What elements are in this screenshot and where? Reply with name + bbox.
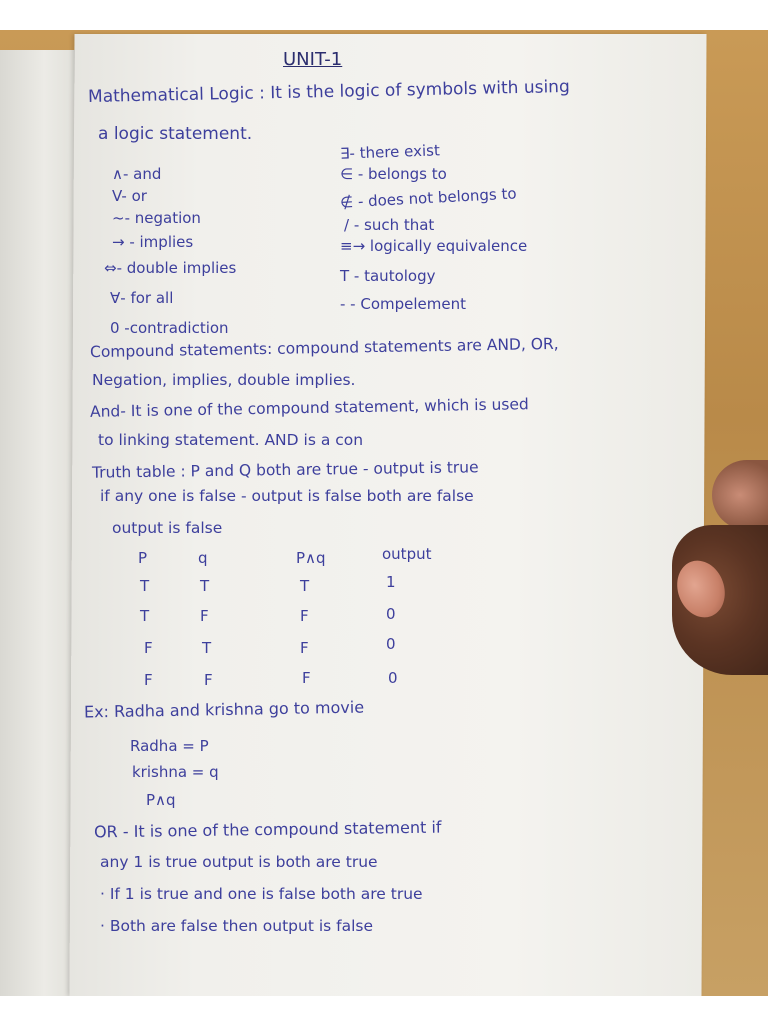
symbol-tautology: T - tautology	[340, 267, 436, 285]
or-definition-line-1: OR - It is one of the compound statement if	[93, 817, 442, 842]
table-cell: F	[302, 669, 311, 687]
table-cell: F	[300, 607, 309, 625]
table-cell: F	[144, 671, 153, 689]
table-cell: F	[204, 671, 213, 689]
table-cell: T	[202, 639, 212, 657]
or-definition-line-3: · If 1 is true and one is false both are true	[100, 885, 423, 903]
table-cell: 1	[386, 573, 396, 591]
table-cell: 0	[388, 669, 398, 687]
symbol-and: ∧- and	[112, 165, 162, 183]
compound-line-1: Compound statements: compound statements are AND, OR,	[89, 334, 559, 362]
table-cell: T	[140, 607, 150, 625]
page-title: UNIT-1	[283, 49, 343, 70]
compound-line-2: Negation, implies, double implies.	[92, 371, 356, 389]
symbol-for-all: ∀- for all	[110, 289, 174, 307]
and-definition-line-2: to linking statement. AND is a con	[98, 431, 364, 449]
left-page	[0, 50, 75, 996]
table-header-p-and-q: P∧q	[296, 549, 326, 567]
truth-table-line-1: Truth table : P and Q both are true - output is true	[91, 458, 479, 482]
symbol-or: V- or	[112, 187, 147, 205]
symbol-implies: → - implies	[112, 233, 194, 251]
truth-table-line-3: output is false	[112, 519, 223, 537]
or-definition-line-4: · Both are false then output is false	[100, 917, 374, 935]
table-header-output: output	[382, 545, 432, 563]
example-line-2: Radha = P	[130, 737, 209, 755]
example-line-1: Ex: Radha and krishna go to movie	[83, 697, 365, 722]
table-cell: T	[300, 577, 310, 595]
symbol-such-that: / - such that	[344, 216, 435, 234]
table-cell: F	[300, 639, 309, 657]
table-header-q: q	[198, 549, 208, 567]
definition-line-1: Mathematical Logic : It is the logic of symbols with using	[87, 76, 570, 108]
table-cell: F	[144, 639, 153, 657]
table-cell: F	[200, 607, 209, 625]
or-definition-line-2: any 1 is true output is both are true	[100, 853, 378, 871]
symbol-not-belongs-to: ∉ - does not belongs to	[339, 184, 517, 212]
table-cell: T	[140, 577, 150, 595]
finger	[712, 460, 768, 530]
symbol-complement: - - Compelement	[340, 295, 466, 313]
table-header-p: P	[138, 549, 148, 567]
table-cell: 0	[386, 605, 396, 623]
symbol-double-implies: ⇔- double implies	[104, 259, 237, 277]
symbol-logically-equivalence: ≡→ logically equivalence	[340, 237, 528, 255]
example-line-4: P∧q	[146, 791, 176, 809]
and-definition-line-1: And- It is one of the compound statement, which is used	[89, 395, 529, 421]
symbol-belongs-to: ∈ - belongs to	[340, 165, 447, 183]
example-line-3: krishna = q	[132, 763, 219, 781]
symbol-contradiction: 0 -contradiction	[110, 319, 229, 337]
table-cell: 0	[386, 635, 396, 653]
table-cell: T	[200, 577, 210, 595]
symbol-negation: ~- negation	[112, 209, 201, 227]
truth-table-line-2: if any one is false - output is false both are false	[100, 487, 474, 505]
definition-line-2: a logic statement.	[98, 124, 253, 144]
symbol-there-exist: ∃- there exist	[339, 141, 441, 163]
